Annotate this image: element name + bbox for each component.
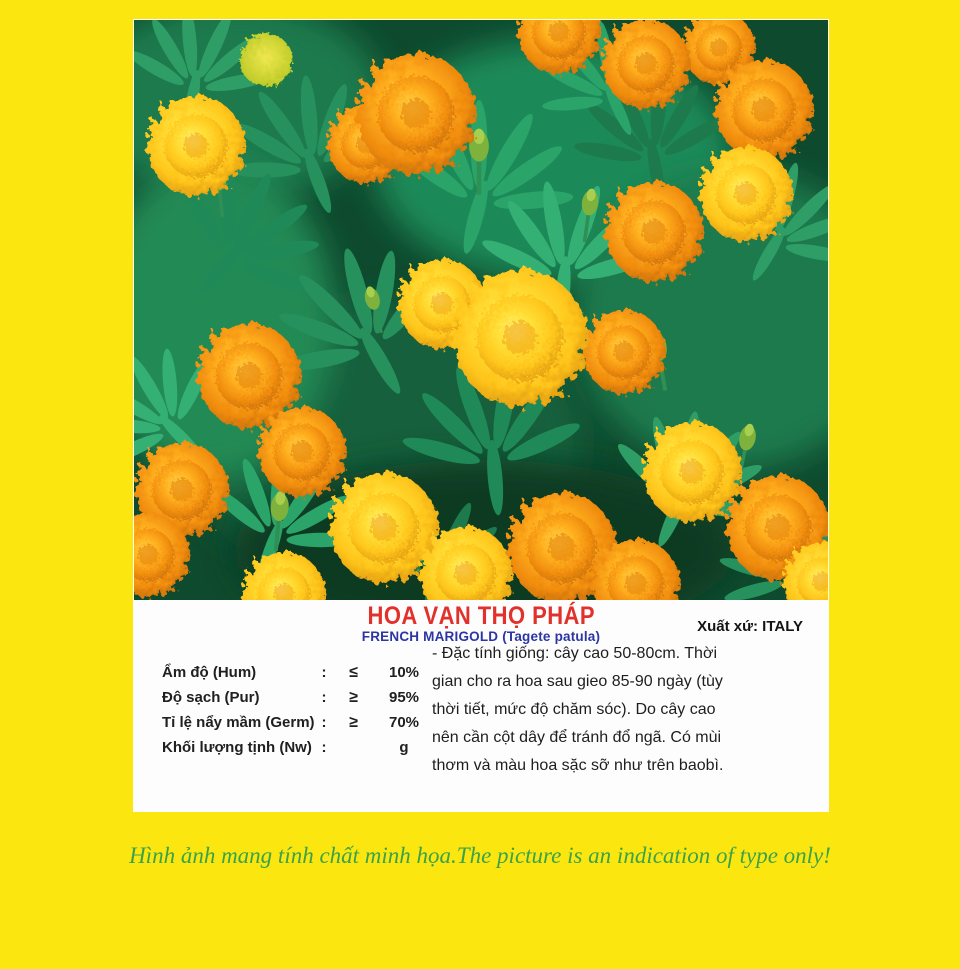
spec-row-net-weight <box>162 735 442 760</box>
spec-value: 95% <box>388 689 420 706</box>
packet-info-section <box>133 600 829 812</box>
spec-value: g <box>399 739 409 756</box>
spec-value: 70% <box>388 714 420 731</box>
marigold-photo-illustration <box>134 20 828 600</box>
spec-colon: : <box>321 714 327 731</box>
spec-value: 10% <box>388 664 420 681</box>
seed-packet-card <box>133 19 829 812</box>
spec-colon: : <box>321 689 327 706</box>
spec-colon: : <box>321 664 327 681</box>
spec-label: Khối lượng tịnh (Nw) <box>162 739 312 756</box>
spec-row-germination <box>162 710 442 735</box>
spec-operator: ≤ <box>349 663 358 681</box>
spec-row-purity <box>162 685 442 710</box>
page-title-text: HOA VẠN THỌ PHÁP <box>367 602 595 630</box>
disclaimer-text: Hình ảnh mang tính chất minh họa.The picture is an indication of type only! <box>129 843 831 868</box>
packet-subtitle: FRENCH MARIGOLD (Tagete patula) <box>361 629 601 644</box>
origin-label: Xuất xứ: ITALY <box>697 618 803 635</box>
spec-label: Tỉ lệ nẩy mầm (Germ) <box>162 714 315 731</box>
specs-table <box>162 660 442 760</box>
spec-operator: ≥ <box>349 713 358 731</box>
marigold-photo <box>134 20 828 600</box>
spec-row-humidity <box>162 660 442 685</box>
spec-label: Độ sạch (Pur) <box>162 689 260 706</box>
spec-label: Ẩm độ (Hum) <box>162 664 257 681</box>
variety-description: - Đặc tính giống: cây cao 50-80cm. Thời gian cho ra hoa sau gieo 85-90 ngày (tùy thời tiết, mức độ chăm sóc). Do cây cao nên cần cột dây để tránh đổ ngã. Có mùi thơm và màu hoa sặc sỡ như trên baobì. <box>432 645 724 774</box>
spec-operator: ≥ <box>349 688 358 706</box>
spec-colon: : <box>321 739 327 756</box>
